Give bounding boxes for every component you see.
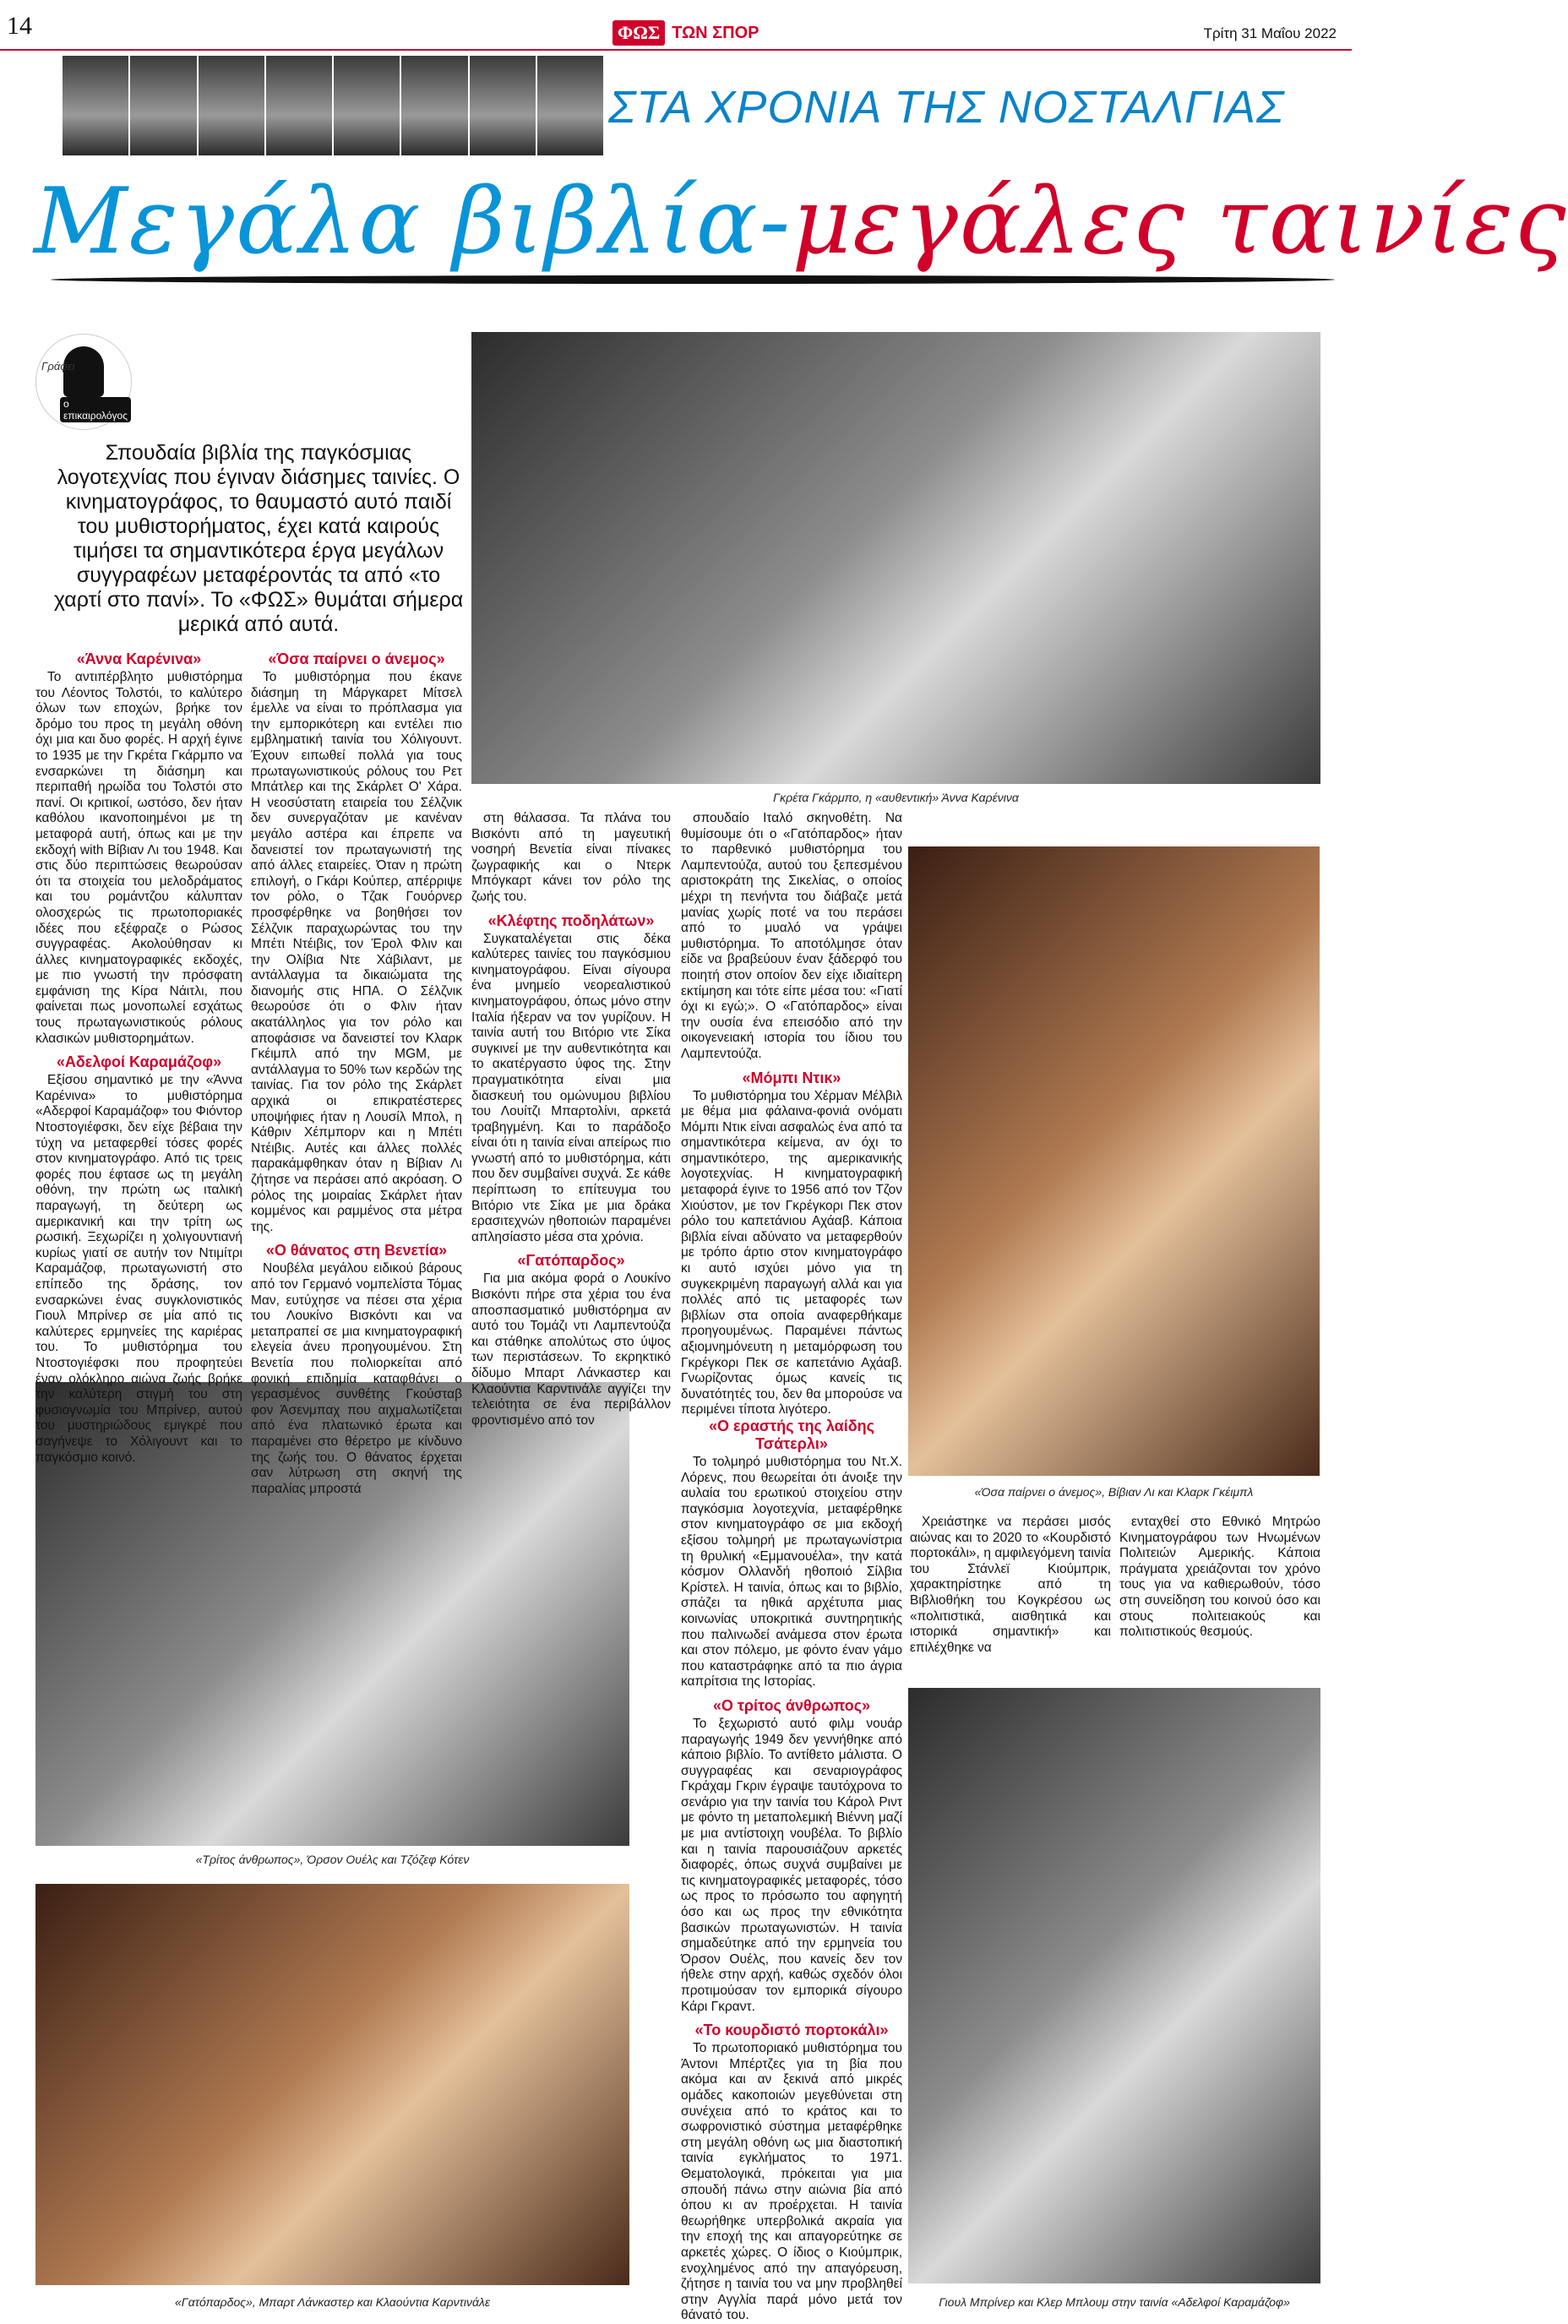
photo-gone-with-the-wind [908, 846, 1320, 1476]
headline-underline [51, 275, 1335, 284]
header-rule [0, 49, 1352, 51]
column-4-bottom [681, 1418, 902, 2323]
column-1 [35, 650, 242, 1465]
caption-gone-with-the-wind: «Όσα παίρνει ο άνεμος», Βίβιαν Λι και Κλαρκ Γκέιμπλ [974, 1485, 1254, 1499]
subhead-moby-dick: «Μόμπι Ντικ» [742, 1069, 841, 1086]
section-title: ΣΤΑ ΧΡΟΝΙΑ ΤΗΣ ΝΟΣΤΑΛΓΙΑΣ [608, 82, 1285, 133]
column-3 [471, 811, 671, 1428]
body-text: Συγκαταλέγεται στις δέκα καλύτερες ταινίες του παγκόσμιου κινηματογράφου. Είναι σίγουρα ένα μνημείο νεορεαλιστικού κινηματογράφου, όπως μόνο στην Ιταλία ήξεραν να τον γυρίζουν. Η ταινία αυτή του Βιτόριο ντε Σίκα συγκινεί με την αυθεντικότητα και το ακατέργαστο ύφος της. Στην πραγματικότητα είναι μια διασκευή του ομώνυμου βιβλίου του Λουίτζι Μπαρτολίνι, αρκετά τραβηγμένη. Και το παράδοξο είναι ότι η ταινία είναι απείρως πιο γνωστή από το μυθιστόρημα, κάτι που δεν συμβαίνει συχνά. Σε κάθε περίπτωση το επίτευγμα του Βιτόριο ντε Σίκα με μια δράκα ερασιτεχνών ηθοποιών παραμένει απλησίαστο μέσα στα χρόνια. [471, 931, 671, 1244]
author-badge [35, 334, 132, 430]
subhead-anna-karenina: «Άννα Καρένινα» [76, 650, 202, 667]
section-label: ΤΩΝ ΣΠΟΡ [672, 23, 760, 42]
caption-karamazov: Γιουλ Μπρίνερ και Κλερ Μπλουμ στην ταινία «Αδελφοί Καραμάζοφ» [939, 2295, 1290, 2309]
photo-karamazov [908, 1688, 1320, 2283]
body-text: Εξίσου σημαντικό με την «Άννα Καρένινα» το μυθιστόρημα «Αδερφοί Καραμάζοφ» του Φιόντορ Ντοστογιέφσκι, δεν είχε βέβαια την τύχη να μεταφερθεί τόσες φορές στον κινηματογράφο. Από τις τρεις φορές που έφτασε ως τη μεγάλη οθόνη, την πρώτη ως ιταλική παραγωγή, τη δεύτερη ως αμερικανική και την τρίτη ως ρωσική. Ξεχωρίζει η χολιγουντιανή κυρίως γιατί σε αυτήν τον Ντιμίτρι Καραμάζοφ, πρωταγωνιστή στο επίπεδο της δράσης, τον ενσαρκώνει ένας συγκλονιστικός Γιουλ Μπρίνερ σε μία από τις καλύτερες ερμηνείες της καριέρας του. Το μυθιστόρημα του Ντοστογιέφσκι που προφητεύει έναν ολόκληρο αιώνα ζωής βρήκε την καλύτερη στιγμή του στη φυσιογνωμία του Μπρίνερ, αυτού του μυστηριώδους εμιγκρέ που σαγήνεψε το Χόλιγουντ και το παγκόσμιο κοινό. [35, 1073, 242, 1465]
body-text: Νουβέλα μεγάλου ειδικού βάρους από τον Γερμανό νομπελίστα Τόμας Μαν, ευτύχησε να πέσει στα χέρια του Λουκίνο Βισκόντι και να μεταπραπεί σε μια κινηματογραφική ελεγεία άνευ προηγουμένου. Στη Βενετία που πολιορκείται από φονική επιδημία καταφθάνει ο γερασμένος συνθέτης Γκούσταβ φον Άσενμπαχ που αιχμαλωτίζεται από ένα πλατωνικό έρωτα και παραμένει στο θέρετρο με κίνδυνο της ζωής του. Ο θάνατος έρχεται σαν λύτρωση στη σκηνή της παραλίας μπροστά [251, 1261, 462, 1496]
headline-part-2: μεγάλες ταινίες [792, 169, 1568, 275]
body-text: Το μυθιστόρημα του Χέρμαν Μέλβιλ με θέμα μια φάλαινα-φονιά ονόματι Μόμπι Ντικ είναι ασφαλώς ένα από τα σημαντικότερα κείμενα, αν όχι το σημαντικότερο, της αμερικανικής λογοτεχνίας. Η κινηματογραφική μεταφορά έγινε το 1956 από τον Τζον Χιούστον, με τον Γκρέγκορι Πεκ στον ρόλο του καπετάνιου Αχάαβ. Κάποια βιβλία είναι αδύνατο να μεταφερθούν με τρόπο άρτιο στον κινηματογράφο κι αυτό ισχύει μόνο για τη συγκεκριμένη παραγωγή αλλά και για πολλές από τις μεταφορές των βιβλίων στα οποία αναφερθήκαμε προηγουμένως. Παραμένει πάντως αξιομνημόνευτη η μεταμόρφωση του Γκρέγκορι Πεκ σε καπετάνιο Αχάαβ. Γνωρίζοντας όμως κανείς τις δυνατότητές του, δεν θα μπορούσε να περιμένει τίποτα λιγότερο. [681, 1088, 902, 1418]
column-6 [1119, 1515, 1320, 1658]
body-text: Χρειάστηκε να περάσει μισός αιώνας και το 2020 το «Κουρδιστό πορτοκάλι», η αμφιλεγόμενη ταινία του Στάνλεϊ Κιούμπρικ, χαρακτηρίστηκε από τη Βιβλιοθήκη του Κογκρέσου ως «πολιτιστικά, αισθητικά και ιστορικά σημαντική» και επιλέχθηκε να [910, 1515, 1111, 1655]
body-text: Το πρωτοποριακό μυθιστόρημα του Άντονι Μπέρτζες για τη βία που ακόμα και αν ξεκινά από μικρές ομάδες κακοποιών μεγεθύνεται στη συνέχεια από το κράτος και το σωφρονιστικό σύστημα μεταφέρθηκε στη μεγάλη οθόνη ως μια διαστοπική ταινία εγκλήματος το 1971. Θεματολογικά, πρόκειται για μια σπουδή πάνω στην αιώνια βία από όπου κι αν προέρχεται. Η ταινία θεωρήθηκε υπερβολικά ακραία για την εποχή της και απαγορεύτηκε σε αρκετές χώρες. Ο ίδιος ο Κιούμπρικ, ενοχλημένος από την απαγόρευση, ζήτησε η ταινία του να μην προβληθεί στην Αγγλία παρά μόνο μετά τον θάνατό του. [681, 2041, 902, 2323]
logo-text: ΦΩΣ [612, 20, 665, 46]
portrait-photo [266, 56, 332, 155]
body-text: σπουδαίο Ιταλό σκηνοθέτη. Να θυμίσουμε ότι ο «Γατόπαρδος» ήταν το παρθενικό μυθιστόρημα του Λαμπεντούζα, αυτού του ξεπεσμένου αριστοκράτη της Σικελίας, ο οποίος μέχρι τη πενήντα του διάβαζε μετά μανίας χωρίς ποτέ να του περάσει από το μυαλό να γράψει μυθιστόρημα. Το αποτόλμησε όταν είδε να βραβεύουν έναν ξάδερφό του ποιητή στον οποίον δεν είχε ιδιαίτερη εκτίμηση και τότε είπε μέσα του: «Γιατί όχι κι εγώ;». Ο «Γατόπαρδος» είναι την ουσία ένα επεισόδιο από την οικογενειακή ιστορία του ίδιου του Λαμπεντούζα. [681, 811, 902, 1061]
photo-anna-karenina [471, 332, 1320, 784]
body-text: Για μια ακόμα φορά ο Λουκίνο Βισκόντι πήρε στα χέρια του ένα αποσπασματικό μυθιστόρημα αν αυτό του Τομάζι ντι Λαμπεντούζα και στάθηκε απολύτως στο ύψος των περιστάσεων. Το εκρηκτικό δίδυμο Μπαρτ Λάνκαστερ και Κλαούντια Καρντινάλε αγγίζει την τελειότητα σε ένα περιβάλλον φροντισμένο από τον [471, 1271, 671, 1428]
body-text: ενταχθεί στο Εθνικό Μητρώο Κινηματογράφου των Ηνωμένων Πολιτειών Αμερικής. Κάποια πράγματα χρειάζονται τον χρόνο τους για να καθιερωθούν, τόσο στη συνείδηση του κοινού όσο και στους πολιτειακούς και πολιτιστικούς θεσμούς. [1119, 1515, 1320, 1640]
subhead-lady-chatterley: «Ο εραστής της λαίδης Τσάτερλι» [709, 1418, 874, 1452]
subhead-gone-with-the-wind: «Όσα παίρνει ο άνεμος» [268, 650, 445, 667]
masthead-logo [612, 20, 759, 46]
portrait-photo [130, 56, 196, 155]
headline [34, 169, 1568, 279]
body-text: Το μυθιστόρημα που έκανε διάσημη τη Μάργκαρετ Μίτσελ έμελλε να είναι το πρόπλασμα για την εμπορικότερη και εντέλει πιο εμβληματική ταινία του Χόλιγουντ. Έχουν ειπωθεί πολλά για τους πρωταγωνιστικούς ρόλους του Ρετ Μπάτλερ και της Σκάρλετ Ο' Χάρα. Η νεοσύστατη εταιρεία του Σέλζνικ δεν συνεργαζόταν με κανέναν μεγάλο αστέρα και έπρεπε να δανειστεί τον πρωταγωνιστή της από άλλες εταιρείες. Όταν η πρώτη επιλογή, ο Γκάρι Κούπερ, απέρριψε τον ρόλο, ο Τζακ Γουόρνερ προσφέρθηκε να βοηθήσει τον Σέλζνικ παραχωρώντας του την Μπέτι Ντέιβις, τον Έρολ Φλιν και την Ολίβια Ντε Χάβιλαντ, με αντάλλαγμα τα δικαιώματα της διανομής στις ΗΠΑ. Ο Σέλζνικ θεωρούσε ότι ο Φλιν ήταν ακατάλληλος για τον ρόλο και αποφάσισε να δανειστεί τον Κλαρκ Γκέιμπλ από την MGM, με αντάλλαγμα το 50% των κερδών της ταινίας. Για τον ρόλο της Σκάρλετ αρχικά οι επικρατέστερες υποψήφιες ήταν η Λουσίλ Μπολ, η Κάθριν Χέπμπορν και η Μπέτι Ντέιβις. Αυτές και άλλες πολλές παρακάμφθηκαν όταν η Βίβιαν Λι ζήτησε να περάσει από ακρόαση. Ο ρόλος της μοιραίας Σκάρλετ ήταν κομμένος και ραμμένος στα μέτρα της. [251, 670, 462, 1234]
author-label: Γράφει [41, 360, 75, 373]
caption-third-man: «Τρίτος άνθρωπος», Όρσον Ουέλς και Τζόζεφ Κότεν [195, 1853, 470, 1866]
column-4-top [681, 811, 902, 1418]
subhead-leopard: «Γατόπαρδος» [517, 1252, 625, 1270]
photo-leopard [35, 1884, 629, 2285]
headline-dash: - [759, 169, 792, 275]
subhead-karamazov: «Αδελφοί Καραμάζοφ» [56, 1053, 222, 1071]
subhead-bicycle-thief: «Κλέφτης ποδηλάτων» [487, 912, 655, 929]
nostalgia-photo-strip [63, 56, 603, 155]
issue-date: Τρίτη 31 Μαΐου 2022 [1203, 25, 1337, 41]
subhead-death-in-venice: «Ο θάνατος στη Βενετία» [265, 1242, 448, 1260]
caption-leopard: «Γατόπαρδος», Μπαρτ Λάνκαστερ και Κλαούντια Καρντινάλε [175, 2295, 490, 2309]
portrait-photo [334, 56, 400, 155]
portrait-photo [401, 56, 467, 155]
author-name: ο επικαιρολόγος [60, 397, 131, 422]
subhead-third-man: «Ο τρίτος άνθρωπος» [712, 1696, 871, 1714]
headline-part-1: Μεγάλα βιβλία [34, 169, 760, 275]
body-text: Το αντιπέρβλητο μυθιστόρημα του Λέοντος Τολστόι, το καλύτερο όλων των εποχών, βρήκε τον δρόμο του προς τη μεγάλη οθόνη όχι μια και δυο φορές. Η αρχή έγινε το 1935 με την Γκρέτα Γκάρμπο να ενσαρκώνει τη διάσημη και περιπαθή ηρωίδα του Τολστόι στο πανί. Οι κριτικοί, ωστόσο, δεν ήταν καθόλου ικανοποιημένοι με τη μεταφορά αυτή, όπως και με την εκδοχή with Βίβιαν Λι του 1948. Και στις δύο περιπτώσεις θεωρούσαν ότι τα στοιχεία του μελοδράματος και του ρομάντζου κάλυπταν ολοσχερώς τις πρωτοποριακές ιδέες που εξέφραζε ο Ρώσος συγγραφέας. Ακολούθησαν κι άλλες κινηματογραφικές εκδοχές, με πιο γνωστή την πρόσφατη εμφάνιση της Κίρα Νάιτλι, που φαίνεται πως μονοπωλεί εσχάτως τους πρωταγωνιστικούς ρόλους κλασικών μυθιστορημάτων. [35, 670, 242, 1046]
portrait-photo [537, 56, 603, 155]
body-text: Το τολμηρό μυθιστόρημα του Ντ.Χ. Λόρενς, που θεωρείται ότι άνοιξε την αυλαία του ερωτικού στοιχείου στην παγκόσμια λογοτεχνία, μεταφέρθηκε στον κινηματογράφο σε μια εκδοχή εξίσου τολμηρή με πρωταγωνίστρια τη θρυλική «Εμμανουέλα», την κατά κόσμον Ολλανδή ηθοποιό Σίλβια Κρίστελ. Η ταινία, όπως και το βιβλίο, σπάζει τα ηθικά αρχέτυπα μιας κοινωνίας υποκριτικά συντηρητικής που παλινωδεί ανάμεσα στον έρωτα και στον πόλεμο, με φόντο έναν γάμο που καταστράφηκε από τα πιο άγρια καπρίτσια της Ιστορίας. [681, 1455, 902, 1690]
portrait-photo [470, 56, 536, 155]
portrait-photo [199, 56, 264, 155]
column-2 [251, 650, 462, 1496]
portrait-photo [63, 56, 128, 155]
column-5 [910, 1515, 1111, 1658]
page-number: 14 [7, 12, 32, 40]
caption-anna-karenina: Γκρέτα Γκάρμπο, η «αυθεντική» Άννα Καρένινα [773, 791, 1019, 804]
lead-paragraph: Σπουδαία βιβλία της παγκόσμιας λογοτεχνίας που έγιναν διάσημες ταινίες. Ο κινηματογράφος, το θαυμαστό αυτό παιδί του μυθιστορήματος, έχει κατά καιρούς τιμήσει τα σημαντικότερα έργα μεγάλων συγγραφέων μεταφέροντάς τα από «το χαρτί στο πανί». Το «ΦΩΣ» θυμάται σήμερα μερικά από αυτά. [53, 441, 464, 636]
body-text: στη θάλασσα. Τα πλάνα του Βισκόντι από τη μαγευτική νοσηρή Βενετία είναι πίνακες ζωγραφικής και ο Ντερκ Μπόγκαρτ κάνει τον ρόλο της ζωής του. [471, 811, 671, 904]
subhead-clockwork-orange: «Το κουρδιστό πορτοκάλι» [694, 2022, 889, 2039]
body-text: Το ξεχωριστό αυτό φιλμ νουάρ παραγωγής 1949 δεν γεννήθηκε από κάποιο βιβλίο. Το αντίθετο μάλιστα. Ο συγγραφέας και σεναριογράφος Γκράχαμ Γκριν έγραψε ταυτόχρονα το σενάριο για την ταινία του Κάρολ Ριντ με φόντο τη μεταπολεμική Βιέννη μαζί με μια αντίστοιχη νουβέλα. Το βιβλίο και η ταινία παρουσιάζουν αρκετές διαφορές, όπως συχνά συμβαίνει με τις κινηματογραφικές μεταφορές, τόσο ως προς το πρόσωπο του αφηγητή όσο και ως προς την εθνικότητα βασικών πρωταγωνιστών. Η ταινία σημαδεύτηκε από την ερμηνεία του Όρσον Ουέλς, που κανείς δεν τον ήθελε στην αρχή, καθώς σχεδόν όλοι προτιμούσαν τον εμπορικά σίγουρο Κάρι Γκραντ. [681, 1716, 902, 2014]
